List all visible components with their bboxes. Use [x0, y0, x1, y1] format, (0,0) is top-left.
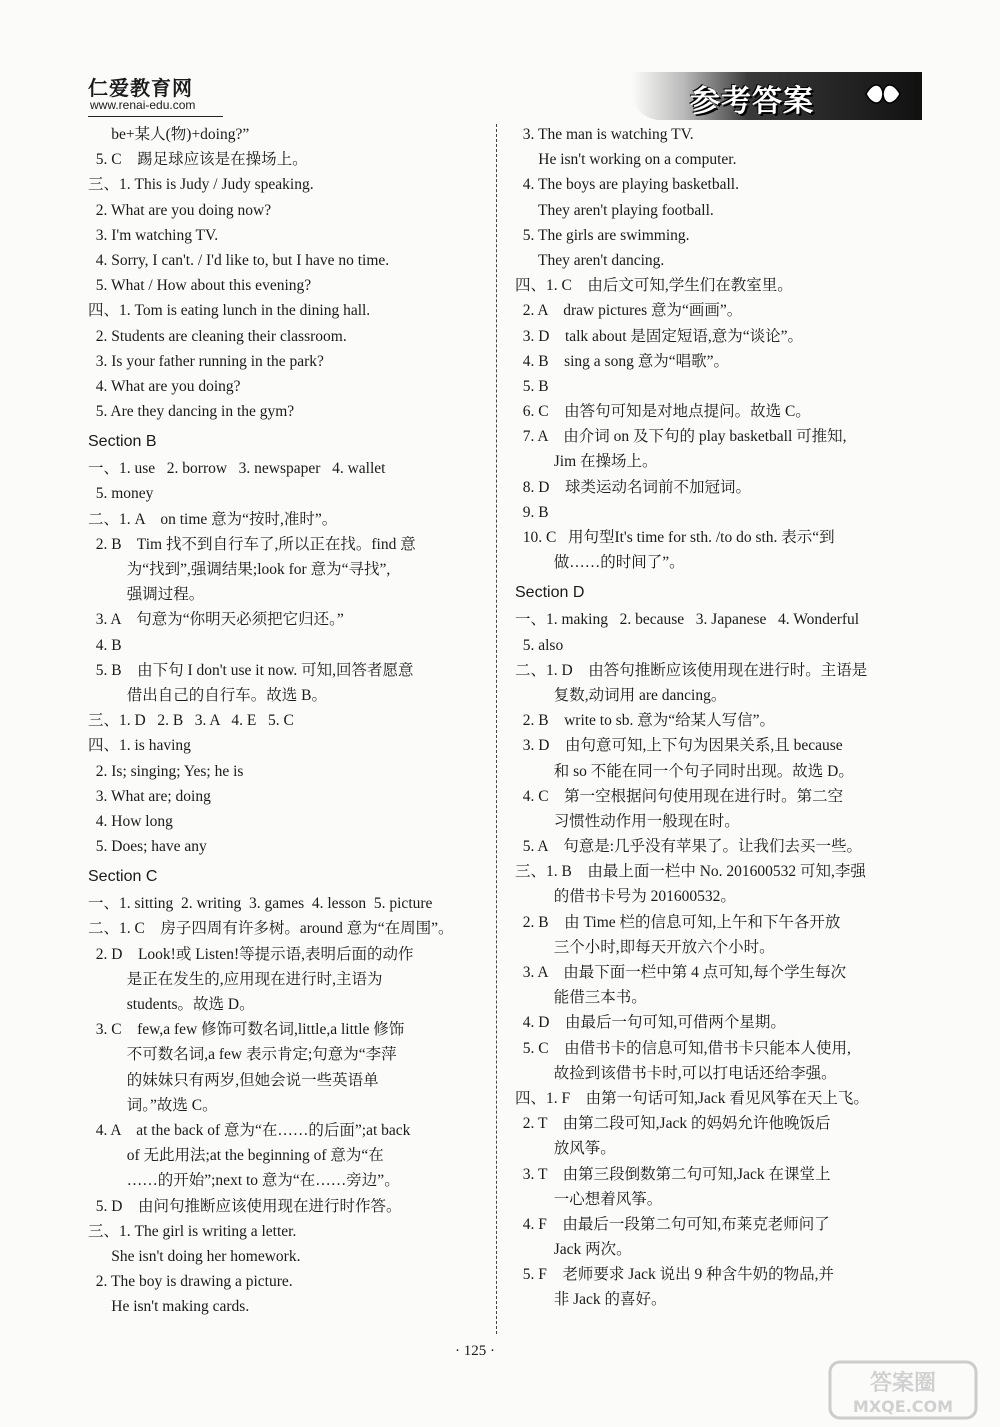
- answer-line: 四、1. F 由第一句话可知,Jack 看见风筝在天上飞。: [515, 1089, 869, 1107]
- answer-line: 5. Does; have any: [88, 838, 207, 856]
- answer-line: 2. A draw pictures 意为“画画”。: [515, 302, 743, 320]
- answer-line: 2. B Tim 找不到自行车了,所以正在找。find 意: [88, 535, 416, 553]
- header-rule: [88, 116, 223, 117]
- answer-line: 四、1. is having: [88, 737, 191, 755]
- answer-line: 三、1. The girl is writing a letter.: [88, 1222, 297, 1240]
- answer-line: He isn't working on a computer.: [515, 151, 737, 169]
- answer-line: 三、1. This is Judy / Judy speaking.: [88, 176, 314, 194]
- answer-line: 9. B: [515, 503, 549, 521]
- answer-line: 5. B 由下句 I don't use it now. 可知,回答者愿意: [88, 661, 414, 679]
- answer-line: 放风筝。: [515, 1140, 616, 1158]
- right-column: [515, 122, 920, 1313]
- answer-line: 强调过程。: [88, 586, 205, 604]
- answer-line: 一心想着风筝。: [515, 1190, 663, 1208]
- answer-line: 3. A 句意为“你明天必须把它归还。”: [88, 611, 344, 629]
- answer-line: be+某人(物)+doing?”: [88, 126, 250, 143]
- page-number: · 125 ·: [455, 1343, 495, 1359]
- answer-line: 4. D 由最后一句可知,可借两个星期。: [515, 1014, 786, 1032]
- answer-line: 2. Is; singing; Yes; he is: [88, 762, 244, 780]
- svg-text:答案圈: 答案圈: [869, 1371, 937, 1396]
- section-heading: Section C: [88, 868, 158, 886]
- header-url: www.renai-edu.com: [90, 98, 196, 112]
- answer-line: of 无此用法;at the beginning of 意为“在: [88, 1147, 384, 1165]
- answer-line: Jim 在操场上。: [515, 453, 658, 471]
- answer-line: 是正在发生的,应用现在进行时,主语为: [88, 970, 383, 988]
- answer-line: 4. Sorry, I can't. / I'd like to, but I have no time.: [88, 251, 390, 269]
- answer-line: 借出自己的自行车。故选 B。: [88, 686, 327, 704]
- watermark-logo: [828, 1360, 978, 1420]
- answer-line: They aren't dancing.: [515, 251, 665, 269]
- answer-line: 5. A 句意是:几乎没有苹果了。让我们去买一些。: [515, 838, 863, 856]
- answer-line: She isn't doing her homework.: [88, 1247, 301, 1265]
- answer-line: 3. D 由句意可知,上下句为因果关系,且 because: [515, 737, 843, 755]
- answer-line: 4. The boys are playing basketball.: [515, 176, 739, 194]
- header-title: 参考答案: [690, 84, 814, 119]
- answer-line: 5. money: [88, 485, 154, 503]
- answer-line: 5. F 老师要求 Jack 说出 9 种含牛奶的物品,并: [515, 1266, 835, 1284]
- answer-line: 三、1. D 2. B 3. A 4. E 5. C: [88, 712, 294, 730]
- section-heading: Section D: [515, 584, 585, 602]
- answer-line: 2. B 由 Time 栏的信息可知,上午和下午各开放: [515, 913, 841, 931]
- answer-line: 三个小时,即每天开放六个小时。: [515, 938, 775, 956]
- answer-line: 2. The boy is drawing a picture.: [88, 1273, 293, 1291]
- answer-line: 3. D talk about 是固定短语,意为“谈论”。: [515, 327, 804, 345]
- answer-line: 习惯性动作用一般现在时。: [515, 812, 740, 830]
- answer-line: ……的开始”;next to 意为“在……旁边”。: [88, 1172, 400, 1190]
- answer-line: 二、1. A on time 意为“按时,准时”。: [88, 510, 338, 528]
- answer-line: 5. C 由借书卡的信息可知,借书卡只能本人使用,: [515, 1039, 851, 1057]
- answer-line: 故捡到该借书卡时,可以打电话还给李强。: [515, 1064, 837, 1082]
- answer-line: 5. D 由问句推断应该使用现在进行时作答。: [88, 1197, 402, 1215]
- answer-line: 6. C 由答句可知是对地点提问。故选 C。: [515, 403, 811, 421]
- answer-line: 8. D 球类运动名词前不加冠词。: [515, 478, 751, 496]
- answer-line: 5. The girls are swimming.: [515, 226, 690, 244]
- answer-line: 7. A 由介词 on 及下句的 play basketball 可推知,: [515, 428, 847, 446]
- answer-line: 3. I'm watching TV.: [88, 226, 219, 244]
- answer-line: 5. also: [515, 636, 564, 654]
- answer-line: 四、1. Tom is eating lunch in the dining hall.: [88, 302, 371, 320]
- answer-line: 4. What are you doing?: [88, 377, 241, 395]
- svg-text:MXQE.COM: MXQE.COM: [852, 1397, 954, 1416]
- answer-line: 不可数名词,a few 表示肯定;句意为“李萍: [88, 1046, 397, 1064]
- left-column: [88, 122, 493, 1319]
- answer-line: 为“找到”,强调结果;look for 意为“寻找”,: [88, 561, 391, 578]
- answer-line: 4. F 由最后一段第二句可知,布莱克老师问了: [515, 1215, 830, 1233]
- answer-line: 3. What are; doing: [88, 787, 211, 805]
- header-logo: 仁爱教育网: [88, 76, 193, 100]
- answer-line: 3. A 由最下面一栏中第 4 点可知,每个学生每次: [515, 964, 847, 981]
- answer-line: 5. Are they dancing in the gym?: [88, 403, 295, 421]
- answer-line: 4. B sing a song 意为“唱歌”。: [515, 352, 729, 370]
- answer-line: 一、1. making 2. because 3. Japanese 4. Wonderful: [515, 611, 860, 629]
- column-divider: [496, 124, 497, 1334]
- answer-line: 的妹妹只有两岁,但她会说一些英语单: [88, 1071, 379, 1089]
- answer-line: 四、1. C 由后文可知,学生们在教室里。: [515, 277, 793, 295]
- answer-line: 非 Jack 的喜好。: [515, 1291, 667, 1309]
- leaf-ornament-icon: [862, 80, 904, 108]
- answer-line: 做……的时间了”。: [515, 554, 685, 572]
- answer-line: 能借三本书。: [515, 989, 647, 1007]
- answer-line: 4. C 第一空根据问句使用现在进行时。第二空: [515, 787, 844, 805]
- answer-line: 复数,动词用 are dancing。: [515, 686, 727, 704]
- answer-line: He isn't making cards.: [88, 1298, 250, 1316]
- answer-line: 2. T 由第二段可知,Jack 的妈妈允许他晚饭后: [515, 1115, 831, 1133]
- answer-line: 4. B: [88, 636, 122, 654]
- answer-line: 的借书卡号为 201600532。: [515, 888, 736, 906]
- section-heading: Section B: [88, 433, 157, 451]
- answer-line: 4. A at the back of 意为“在……的后面”;at back: [88, 1121, 411, 1139]
- answer-line: 3. The man is watching TV.: [515, 126, 694, 143]
- answer-line: 2. D Look!或 Listen!等提示语,表明后面的动作: [88, 945, 414, 963]
- answer-line: 3. T 由第三段倒数第二句可知,Jack 在课堂上: [515, 1165, 831, 1183]
- answer-line: 2. Students are cleaning their classroom.: [88, 327, 347, 345]
- answer-line: 5. C 踢足球应该是在操场上。: [88, 151, 308, 169]
- answer-line: 一、1. sitting 2. writing 3. games 4. lesson 5. picture: [88, 895, 433, 913]
- answer-line: 二、1. D 由答句推断应该使用现在进行时。主语是: [515, 661, 868, 679]
- answer-line: 一、1. use 2. borrow 3. newspaper 4. wallet: [88, 460, 386, 478]
- answer-line: 和 so 不能在同一个句子同时出现。故选 D。: [515, 762, 854, 780]
- answer-line: 5. B: [515, 377, 549, 395]
- answer-line: They aren't playing football.: [515, 201, 714, 219]
- answer-line: 3. C few,a few 修饰可数名词,little,a little 修饰: [88, 1021, 405, 1039]
- answer-line: students。故选 D。: [88, 996, 255, 1013]
- answer-line: 5. What / How about this evening?: [88, 277, 312, 295]
- answer-line: 2. B write to sb. 意为“给某人写信”。: [515, 712, 776, 730]
- answer-line: Jack 两次。: [515, 1241, 632, 1259]
- answer-line: 二、1. C 房子四周有许多树。around 意为“在周围”。: [88, 920, 454, 938]
- answer-line: 三、1. B 由最上面一栏中 No. 201600532 可知,李强: [515, 863, 866, 881]
- answer-line: 词。”故选 C。: [88, 1096, 218, 1114]
- answer-line: 2. What are you doing now?: [88, 201, 272, 219]
- answer-line: 4. How long: [88, 812, 173, 830]
- answer-line: 3. Is your father running in the park?: [88, 352, 324, 370]
- answer-line: 10. C 用句型It's time for sth. /to do sth. 表示“到: [515, 529, 835, 546]
